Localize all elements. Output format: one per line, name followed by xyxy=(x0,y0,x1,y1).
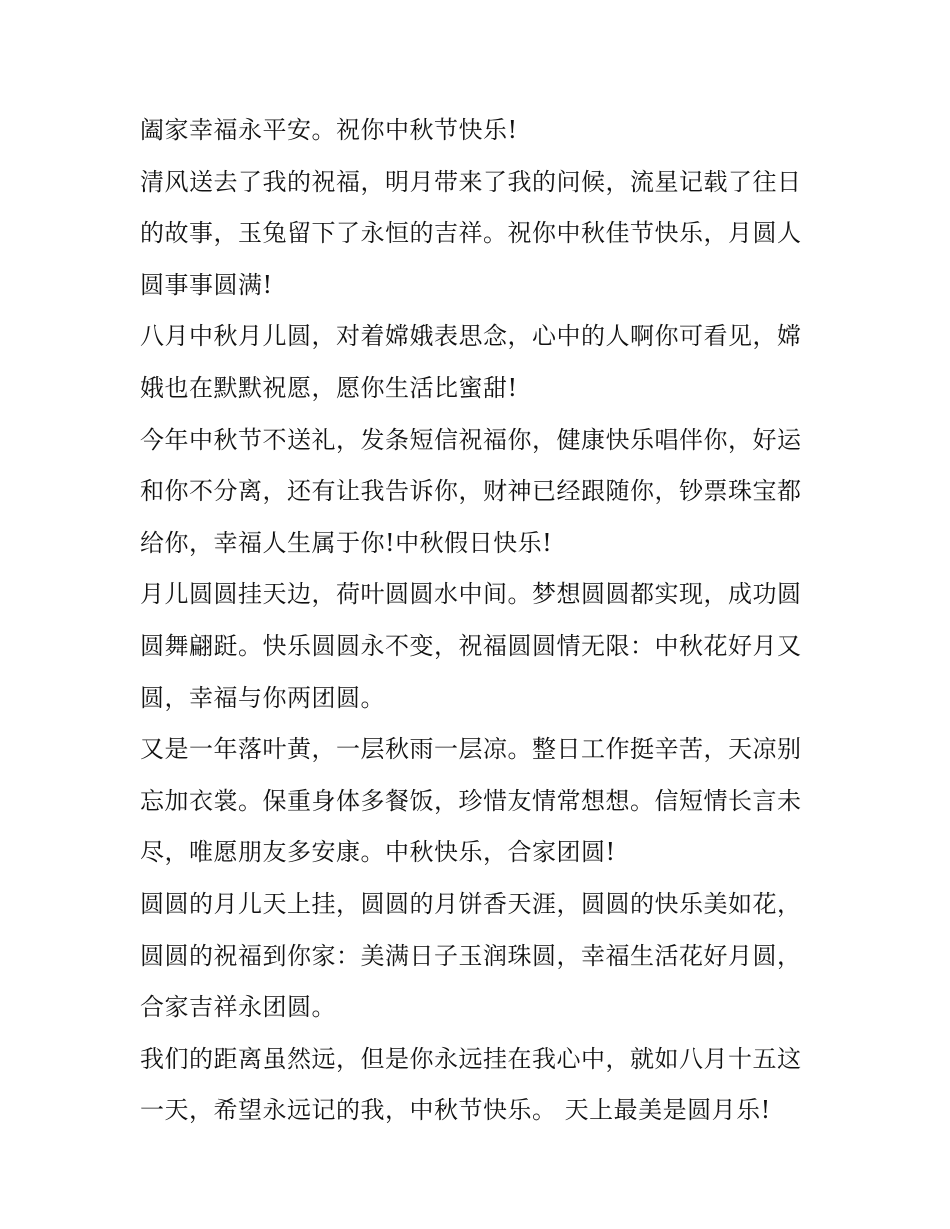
document-body xyxy=(140,105,820,1137)
text-line: 今年中秋节不送礼，发条短信祝福你，健康快乐唱伴你，好运 xyxy=(140,425,802,454)
text-line: 娥也在默默祝愿，愿你生活比蜜甜! xyxy=(140,373,518,402)
text-line: 合家吉祥永团圆。 xyxy=(140,993,336,1022)
paragraph-8 xyxy=(140,1034,820,1137)
text-line: 忘加衣裳。保重身体多餐饭，珍惜友情常想想。信短情长言未 xyxy=(140,786,802,815)
paragraph-7 xyxy=(140,879,820,1034)
text-line: 又是一年落叶黄，一层秋雨一层凉。整日工作挺辛苦，天凉别 xyxy=(140,735,802,764)
paragraph-3 xyxy=(140,311,820,414)
text-line: 圆，幸福与你两团圆。 xyxy=(140,683,385,712)
paragraph-6 xyxy=(140,724,820,879)
text-line: 阖家幸福永平安。祝你中秋节快乐! xyxy=(140,116,518,144)
text-line: 八月中秋月儿圆，对着嫦娥表思念，心中的人啊你可看见，嫦 xyxy=(140,322,802,351)
paragraph-2 xyxy=(140,157,820,312)
paragraph-5 xyxy=(140,569,820,724)
text-line: 圆舞翩跹。快乐圆圆永不变，祝福圆圆情无限：中秋花好月又 xyxy=(140,631,802,660)
text-line: 圆事事圆满! xyxy=(140,270,273,299)
text-line: 的故事，玉兔留下了永恒的吉祥。祝你中秋佳节快乐，月圆人 xyxy=(140,219,802,248)
text-line: 清风送去了我的祝福，明月带来了我的问候，流星记载了往日 xyxy=(140,167,802,196)
text-line: 月儿圆圆挂天边，荷叶圆圆水中间。梦想圆圆都实现，成功圆 xyxy=(140,580,802,609)
text-line: 尽，唯愿朋友多安康。中秋快乐，合家团圆! xyxy=(140,838,616,867)
paragraph-4 xyxy=(140,415,820,570)
text-line: 一天，希望永远记的我，中秋节快乐。 天上最美是圆月乐! xyxy=(140,1096,771,1125)
text-line: 给你，幸福人生属于你!中秋假日快乐! xyxy=(140,528,553,557)
text-line: 和你不分离，还有让我告诉你，财神已经跟随你，钞票珠宝都 xyxy=(140,477,802,506)
text-line: 我们的距离虽然远，但是你永远挂在我心中，就如八月十五这 xyxy=(140,1044,802,1073)
text-line: 圆圆的月儿天上挂，圆圆的月饼香天涯，圆圆的快乐美如花， xyxy=(140,889,802,918)
text-line: 圆圆的祝福到你家：美满日子玉润珠圆，幸福生活花好月圆， xyxy=(140,941,802,970)
paragraph-1 xyxy=(140,105,820,157)
